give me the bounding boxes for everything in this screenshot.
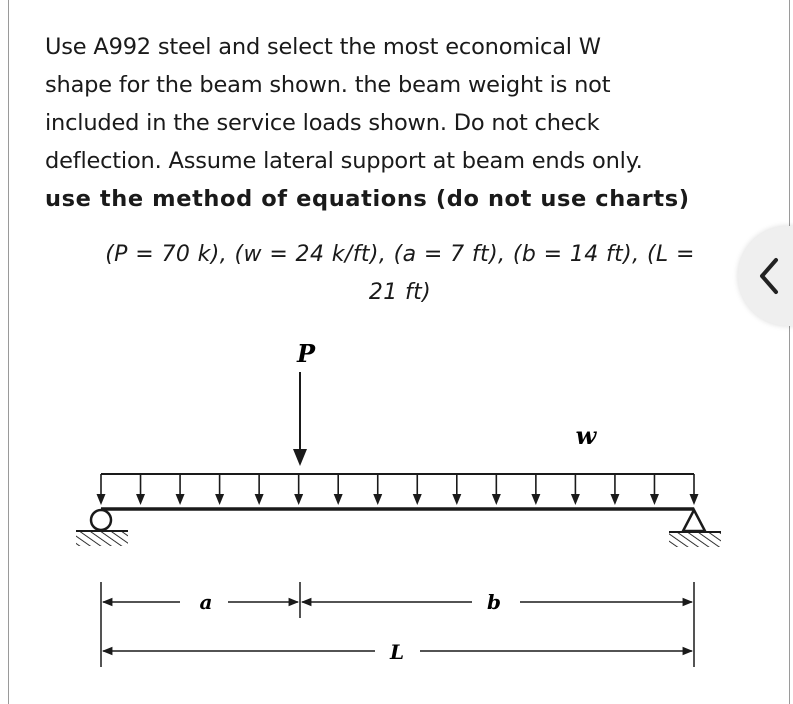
distributed-load-arrow	[571, 474, 580, 505]
distributed-load-arrow	[334, 474, 343, 505]
dimension-L-label: L	[389, 640, 405, 664]
point-load-arrow	[293, 372, 307, 466]
distributed-load-arrow	[136, 474, 145, 505]
distributed-load-arrow	[413, 474, 422, 505]
point-load-label: P	[296, 339, 316, 368]
distributed-load-arrow	[176, 474, 185, 505]
distributed-load-arrow	[492, 474, 501, 505]
distributed-load-arrow	[215, 474, 224, 505]
distributed-load-arrow	[610, 474, 619, 505]
problem-line: included in the service loads shown. Do not check	[45, 110, 600, 136]
dimension-a-label: a	[199, 590, 213, 614]
params-line-1: (P = 70 k), (w = 24 k/ft), (a = 7 ft), (b = 14 ft), (L =	[105, 242, 695, 267]
roller-support	[76, 510, 128, 546]
params-line-2: 21 ft)	[368, 280, 432, 305]
distributed-load-arrows	[97, 474, 699, 505]
problem-line: Use A992 steel and select the most economical W	[45, 34, 601, 60]
dimension-b	[302, 590, 692, 614]
problem-line: shape for the beam shown. the beam weight is not	[45, 72, 611, 98]
dimension-b-label: b	[487, 590, 501, 614]
method-instruction: use the method of equations (do not use charts)	[45, 186, 690, 212]
dimension-L	[103, 640, 692, 664]
distributed-load-arrow	[294, 474, 303, 505]
distributed-load-label: w	[575, 421, 597, 450]
distributed-load-arrow	[452, 474, 461, 505]
chevron-left-icon	[756, 256, 782, 296]
pin-support	[669, 510, 721, 547]
distributed-load-arrow	[373, 474, 382, 505]
distributed-load-arrow	[97, 474, 106, 505]
distributed-load-arrow	[690, 474, 699, 505]
distributed-load-arrow	[650, 474, 659, 505]
dimension-a	[103, 590, 298, 614]
problem-line: deflection. Assume lateral support at beam ends only.	[45, 148, 643, 174]
distributed-load-arrow	[531, 474, 540, 505]
distributed-load-arrow	[255, 474, 264, 505]
